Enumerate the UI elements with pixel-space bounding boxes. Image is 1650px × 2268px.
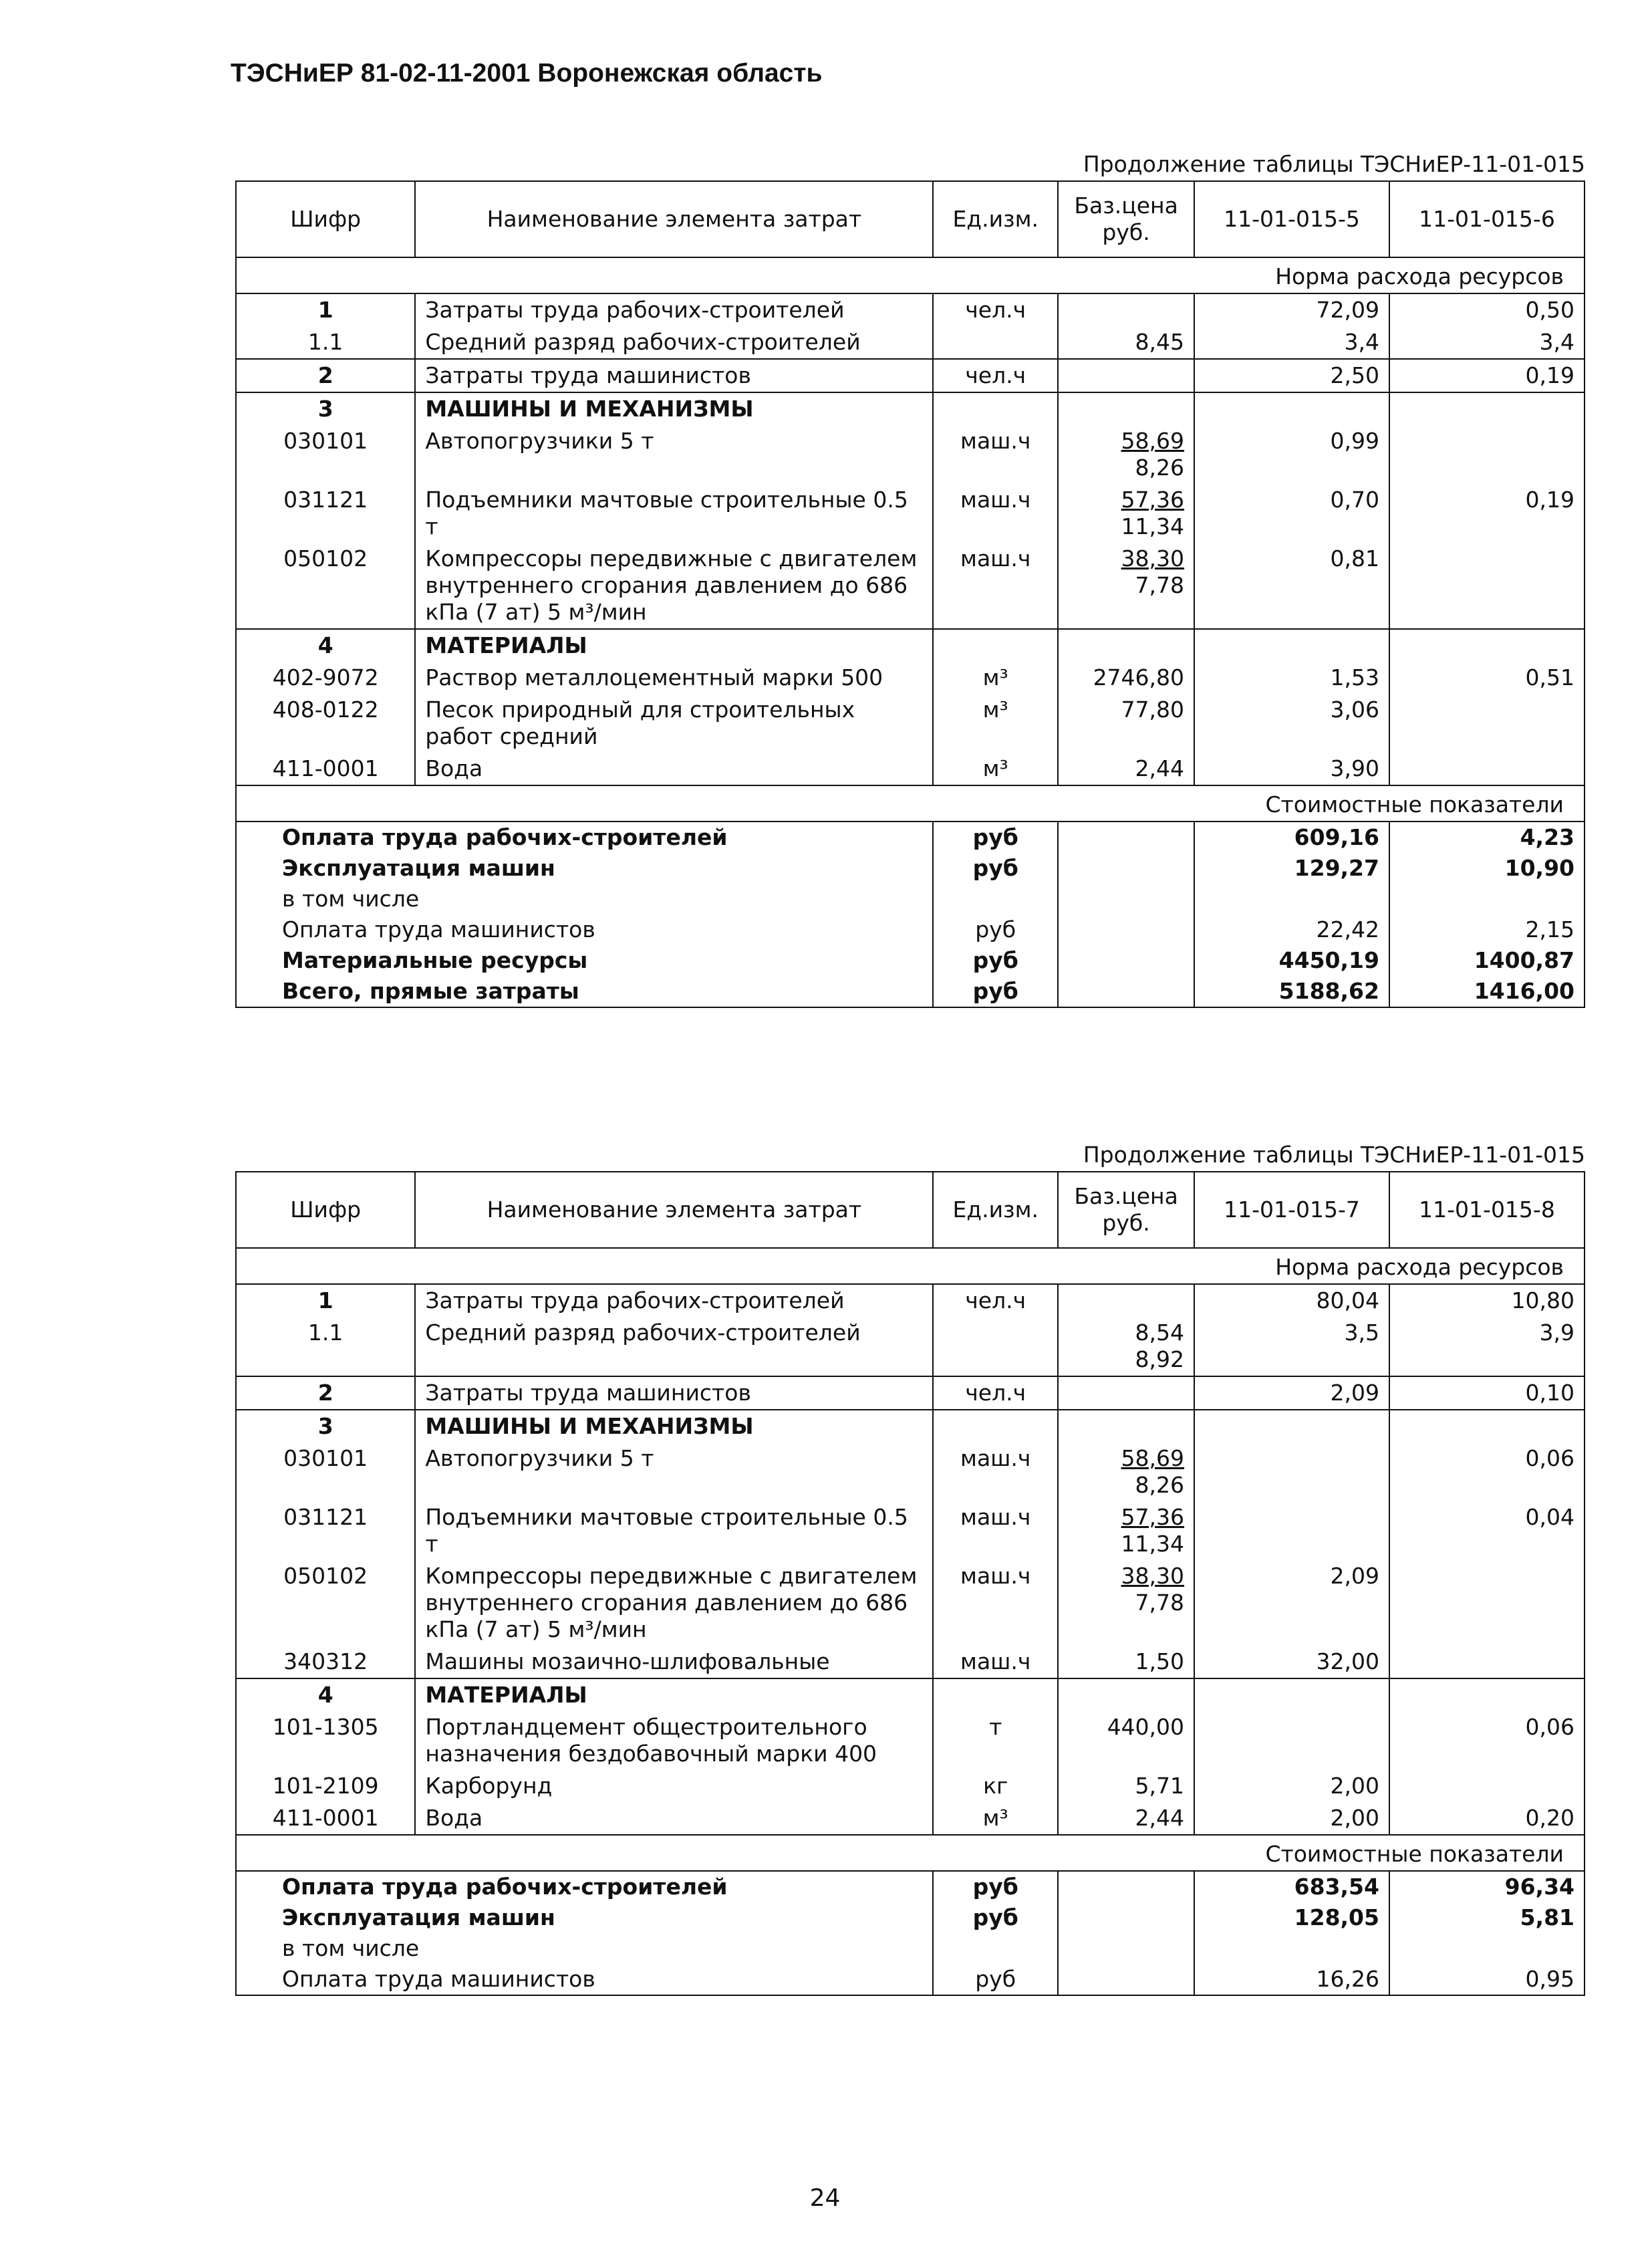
price-value: 8,54 — [1135, 1319, 1185, 1346]
table-row — [236, 359, 1585, 392]
row-value-b — [1389, 629, 1585, 662]
table-row — [236, 425, 1585, 484]
price-value: 58,69 — [1121, 428, 1185, 454]
table-row — [236, 662, 1585, 694]
row-name: Затраты труда машинистов — [415, 1376, 933, 1410]
table-row — [236, 629, 1585, 662]
row-name: МАТЕРИАЛЫ — [415, 629, 933, 662]
price-value: 2,44 — [1135, 1805, 1185, 1831]
cost-label-cell: Оплата труда рабочих-строителей — [282, 1874, 728, 1900]
cost-unit — [933, 1933, 1058, 1964]
row-price — [1058, 1560, 1194, 1646]
row-value-a: 3,4 — [1194, 326, 1389, 359]
row-name: Подъемники мачтовые строительные 0.5 т — [415, 484, 933, 543]
row-value-a: 3,06 — [1194, 694, 1389, 753]
row-value-b: 0,20 — [1389, 1802, 1585, 1835]
row-unit: маш.ч — [933, 425, 1058, 484]
row-code: 2 — [236, 359, 415, 392]
row-value-a — [1194, 1501, 1389, 1560]
table-row — [236, 1802, 1585, 1835]
row-unit — [933, 326, 1058, 359]
row-value-b — [1389, 425, 1585, 484]
table-row — [236, 1560, 1585, 1646]
cost-label-cell: Всего, прямые затраты — [282, 978, 579, 1004]
cost-value-b: 1400,87 — [1389, 945, 1585, 976]
cost-row — [236, 1902, 1585, 1933]
row-value-b — [1389, 1678, 1585, 1711]
row-price — [1058, 1317, 1194, 1376]
price-value: 58,69 — [1121, 1445, 1185, 1471]
row-code: 1.1 — [307, 1319, 343, 1346]
price-value: 5,71 — [1135, 1773, 1185, 1799]
price-value: 38,30 — [1121, 1563, 1185, 1589]
table-header-row — [236, 1172, 1585, 1248]
row-code: 2 — [236, 1376, 415, 1410]
row-name: Средний разряд рабочих-строителей — [415, 326, 933, 359]
row-code: 031121 — [283, 487, 368, 513]
row-unit: маш.ч — [933, 1501, 1058, 1560]
row-code: 4 — [236, 1678, 415, 1711]
row-name: Затраты труда машинистов — [415, 359, 933, 392]
resource-table-1 — [235, 180, 1585, 1008]
price-value: 2746,80 — [1093, 664, 1185, 690]
row-unit — [933, 629, 1058, 662]
cost-empty-price — [1058, 945, 1194, 976]
row-unit: чел.ч — [933, 359, 1058, 392]
row-code: 030101 — [283, 428, 368, 454]
cost-value-a — [1194, 884, 1389, 914]
cost-empty-price — [1058, 976, 1194, 1007]
cost-value-a: 609,16 — [1194, 822, 1389, 853]
row-price — [1058, 392, 1194, 425]
row-unit: маш.ч — [933, 543, 1058, 629]
table-row — [236, 1376, 1585, 1410]
row-code: 408-0122 — [272, 697, 379, 723]
row-price — [1058, 543, 1194, 629]
row-unit — [933, 1317, 1058, 1376]
cost-empty-price — [1058, 1902, 1194, 1933]
row-value-a — [1194, 1711, 1389, 1770]
row-price — [1058, 1501, 1194, 1560]
page-number: 24 — [809, 2184, 841, 2212]
row-value-a: 2,09 — [1194, 1376, 1389, 1410]
row-code: 3 — [236, 392, 415, 425]
row-name: Портландцемент общестроительного назначения бездобавочный марки 400 — [415, 1711, 933, 1770]
row-value-a: 0,81 — [1194, 543, 1389, 629]
row-code: 3 — [236, 1410, 415, 1442]
cost-value-b: 10,90 — [1389, 853, 1585, 884]
cost-label-cell: Оплата труда рабочих-строителей — [282, 824, 728, 850]
table-row — [236, 543, 1585, 629]
row-value-a: 2,00 — [1194, 1770, 1389, 1802]
row-value-a: 2,00 — [1194, 1802, 1389, 1835]
row-name: Компрессоры передвижные с двигателем внутреннего сгорания давлением до 686 кПа (7 ат) 5 м³/мин — [415, 1560, 933, 1646]
row-value-b: 0,51 — [1389, 662, 1585, 694]
row-price — [1058, 484, 1194, 543]
row-value-a: 2,50 — [1194, 359, 1389, 392]
cost-empty-price — [1058, 1871, 1194, 1902]
row-name: Автопогрузчики 5 т — [415, 1442, 933, 1501]
row-name: Машины мозаично-шлифовальные — [415, 1646, 933, 1678]
row-value-b: 0,19 — [1389, 484, 1585, 543]
price-secondary-value: 8,26 — [1135, 455, 1185, 481]
price-value: 440,00 — [1107, 1714, 1185, 1740]
row-name: Песок природный для строительных работ средний — [415, 694, 933, 753]
cost-label-cell: Оплата труда машинистов — [282, 916, 595, 942]
cost-row — [236, 976, 1585, 1007]
row-name: Карборунд — [415, 1770, 933, 1802]
cost-empty-price — [1058, 1933, 1194, 1964]
cost-label-cell: в том числе — [282, 886, 420, 912]
row-value-a: 3,90 — [1194, 753, 1389, 785]
row-unit — [933, 1678, 1058, 1711]
row-price — [1058, 1711, 1194, 1770]
row-name: МАШИНЫ И МЕХАНИЗМЫ — [415, 1410, 933, 1442]
row-value-a: 2,09 — [1194, 1560, 1389, 1646]
price-value: 57,36 — [1121, 1504, 1185, 1530]
row-value-b: 0,19 — [1389, 359, 1585, 392]
row-name: Подъемники мачтовые строительные 0.5 т — [415, 1501, 933, 1560]
row-unit: маш.ч — [933, 1442, 1058, 1501]
cost-value-b — [1389, 884, 1585, 914]
cost-empty-price — [1058, 884, 1194, 914]
row-unit: чел.ч — [933, 293, 1058, 326]
row-name: Вода — [415, 1802, 933, 1835]
cost-value-b — [1389, 1933, 1585, 1964]
column-header-code: Шифр — [236, 1172, 415, 1248]
row-price — [1058, 694, 1194, 753]
row-value-b: 0,06 — [1389, 1442, 1585, 1501]
row-value-b: 10,80 — [1389, 1284, 1585, 1317]
row-unit — [933, 392, 1058, 425]
table-row — [236, 1711, 1585, 1770]
row-value-b: 0,04 — [1389, 1501, 1585, 1560]
cost-unit: руб — [933, 1871, 1058, 1902]
row-value-b — [1389, 1410, 1585, 1442]
row-value-a — [1194, 1678, 1389, 1711]
cost-unit — [933, 884, 1058, 914]
cost-empty-price — [1058, 1964, 1194, 1995]
table-row — [236, 1410, 1585, 1442]
row-name: МАШИНЫ И МЕХАНИЗМЫ — [415, 392, 933, 425]
cost-label: Стоимостные показатели — [236, 785, 1585, 822]
row-name: Раствор металлоцементный марки 500 — [415, 662, 933, 694]
column-header-price: Баз.цена руб. — [1058, 181, 1194, 257]
cost-value-b: 96,34 — [1389, 1871, 1585, 1902]
row-code: 411-0001 — [272, 755, 379, 781]
table-row — [236, 326, 1585, 359]
row-unit: м³ — [933, 662, 1058, 694]
cost-value-a: 22,42 — [1194, 914, 1389, 945]
row-price — [1058, 326, 1194, 359]
row-value-a: 1,53 — [1194, 662, 1389, 694]
norm-label: Норма расхода ресурсов — [236, 257, 1585, 293]
table-continuation-caption: Продолжение таблицы ТЭСНиЕР-11-01-015 — [1083, 1142, 1585, 1168]
cost-label-cell: Эксплуатация машин — [282, 855, 555, 881]
row-price — [1058, 662, 1194, 694]
row-name: Средний разряд рабочих-строителей — [415, 1317, 933, 1376]
table-row — [236, 753, 1585, 785]
row-price — [1058, 1646, 1194, 1678]
table-continuation-caption: Продолжение таблицы ТЭСНиЕР-11-01-015 — [1083, 151, 1585, 177]
cost-row — [236, 1964, 1585, 1995]
document-header: ТЭСНиЕР 81-02-11-2001 Воронежская область — [231, 59, 823, 88]
cost-label-row — [236, 785, 1585, 822]
row-code: 1.1 — [307, 329, 343, 355]
row-price — [1058, 629, 1194, 662]
table-row — [236, 1442, 1585, 1501]
row-price — [1058, 1678, 1194, 1711]
row-unit: чел.ч — [933, 1284, 1058, 1317]
row-price — [1058, 753, 1194, 785]
row-value-a: 3,5 — [1194, 1317, 1389, 1376]
cost-unit: руб — [933, 1902, 1058, 1933]
row-price — [1058, 425, 1194, 484]
cost-body — [236, 822, 1585, 1007]
cost-value-a: 4450,19 — [1194, 945, 1389, 976]
price-value: 77,80 — [1121, 697, 1185, 723]
column-header-a: 11-01-015-5 — [1194, 181, 1389, 257]
row-code: 1 — [317, 297, 333, 323]
table-body — [236, 293, 1585, 785]
row-value-b — [1389, 1770, 1585, 1802]
table-row — [236, 1317, 1585, 1376]
row-value-b: 3,9 — [1389, 1317, 1585, 1376]
row-code: 050102 — [283, 1563, 368, 1589]
row-unit: маш.ч — [933, 484, 1058, 543]
cost-value-a: 128,05 — [1194, 1902, 1389, 1933]
row-value-a: 32,00 — [1194, 1646, 1389, 1678]
row-code: 030101 — [283, 1445, 368, 1471]
price-value: 1,50 — [1135, 1648, 1185, 1674]
row-name: Затраты труда рабочих-строителей — [415, 1284, 933, 1317]
cost-value-b: 0,95 — [1389, 1964, 1585, 1995]
row-price — [1058, 1802, 1194, 1835]
price-secondary-value: 7,78 — [1135, 1590, 1185, 1616]
cost-row — [236, 945, 1585, 976]
column-header-unit: Ед.изм. — [933, 181, 1058, 257]
price-value: 8,45 — [1135, 329, 1185, 355]
table-row — [236, 694, 1585, 753]
row-unit — [933, 1410, 1058, 1442]
norm-label-row — [236, 257, 1585, 293]
row-value-a: 72,09 — [1194, 293, 1389, 326]
cost-value-a: 683,54 — [1194, 1871, 1389, 1902]
row-unit: т — [933, 1711, 1058, 1770]
cost-empty-price — [1058, 853, 1194, 884]
cost-unit: руб — [933, 1964, 1058, 1995]
cost-value-a: 16,26 — [1194, 1964, 1389, 1995]
price-secondary-value: 8,92 — [1135, 1346, 1185, 1372]
row-name: Вода — [415, 753, 933, 785]
row-price — [1058, 1770, 1194, 1802]
row-price — [1058, 1376, 1194, 1410]
price-value: 38,30 — [1121, 545, 1185, 572]
table-header-row — [236, 181, 1585, 257]
row-unit: маш.ч — [933, 1560, 1058, 1646]
row-code: 101-2109 — [272, 1773, 379, 1799]
row-price — [1058, 359, 1194, 392]
row-code: 411-0001 — [272, 1805, 379, 1831]
table-row — [236, 293, 1585, 326]
row-value-b — [1389, 543, 1585, 629]
row-code: 101-1305 — [272, 1714, 379, 1740]
cost-label-row — [236, 1835, 1585, 1871]
price-secondary-value: 8,26 — [1135, 1472, 1185, 1498]
row-value-a: 0,70 — [1194, 484, 1389, 543]
cost-unit: руб — [933, 822, 1058, 853]
cost-row — [236, 853, 1585, 884]
column-header-price: Баз.цена руб. — [1058, 1172, 1194, 1248]
row-value-a: 0,99 — [1194, 425, 1389, 484]
row-code: 050102 — [283, 545, 368, 572]
table-row — [236, 484, 1585, 543]
row-unit: м³ — [933, 694, 1058, 753]
cost-row — [236, 1871, 1585, 1902]
row-value-b: 0,50 — [1389, 293, 1585, 326]
row-price — [1058, 293, 1194, 326]
row-name: Компрессоры передвижные с двигателем внутреннего сгорания давлением до 686 кПа (7 ат) 5 м³/мин — [415, 543, 933, 629]
cost-row — [236, 884, 1585, 914]
column-header-name: Наименование элемента затрат — [415, 1172, 933, 1248]
column-header-unit: Ед.изм. — [933, 1172, 1058, 1248]
table-row — [236, 1646, 1585, 1678]
row-code: 031121 — [283, 1504, 368, 1530]
cost-value-a: 5188,62 — [1194, 976, 1389, 1007]
cost-value-a — [1194, 1933, 1389, 1964]
row-code: 4 — [236, 629, 415, 662]
table-row — [236, 1284, 1585, 1317]
row-value-b — [1389, 392, 1585, 425]
row-value-a — [1194, 1442, 1389, 1501]
norm-label-row — [236, 1248, 1585, 1284]
cost-row — [236, 914, 1585, 945]
cost-value-b: 1416,00 — [1389, 976, 1585, 1007]
row-code: 1 — [317, 1287, 333, 1313]
cost-value-b: 2,15 — [1389, 914, 1585, 945]
row-unit: кг — [933, 1770, 1058, 1802]
row-value-b — [1389, 694, 1585, 753]
column-header-name: Наименование элемента затрат — [415, 181, 933, 257]
price-secondary-value: 7,78 — [1135, 572, 1185, 598]
cost-unit: руб — [933, 945, 1058, 976]
table-row — [236, 1678, 1585, 1711]
column-header-a: 11-01-015-7 — [1194, 1172, 1389, 1248]
price-value: 2,44 — [1135, 755, 1185, 781]
cost-empty-price — [1058, 914, 1194, 945]
row-price — [1058, 1410, 1194, 1442]
row-value-b: 0,10 — [1389, 1376, 1585, 1410]
row-value-b: 0,06 — [1389, 1711, 1585, 1770]
cost-value-b: 5,81 — [1389, 1902, 1585, 1933]
row-price — [1058, 1442, 1194, 1501]
row-value-b — [1389, 753, 1585, 785]
row-code: 340312 — [283, 1648, 368, 1674]
column-header-b: 11-01-015-8 — [1389, 1172, 1585, 1248]
cost-label-cell: в том числе — [282, 1935, 420, 1961]
row-value-a — [1194, 392, 1389, 425]
row-unit: маш.ч — [933, 1646, 1058, 1678]
row-name: Затраты труда рабочих-строителей — [415, 293, 933, 326]
table-row — [236, 392, 1585, 425]
row-value-a — [1194, 1410, 1389, 1442]
cost-label-cell: Оплата труда машинистов — [282, 1966, 595, 1992]
cost-unit: руб — [933, 976, 1058, 1007]
cost-value-b: 4,23 — [1389, 822, 1585, 853]
cost-unit: руб — [933, 914, 1058, 945]
price-secondary-value: 11,34 — [1121, 1531, 1185, 1557]
cost-label-cell: Материальные ресурсы — [282, 947, 588, 973]
cost-row — [236, 822, 1585, 853]
column-header-b: 11-01-015-6 — [1389, 181, 1585, 257]
row-value-b: 3,4 — [1389, 326, 1585, 359]
row-code: 402-9072 — [272, 664, 379, 690]
row-unit: чел.ч — [933, 1376, 1058, 1410]
cost-value-a: 129,27 — [1194, 853, 1389, 884]
table-row — [236, 1501, 1585, 1560]
row-name: Автопогрузчики 5 т — [415, 425, 933, 484]
row-value-b — [1389, 1560, 1585, 1646]
cost-empty-price — [1058, 822, 1194, 853]
table-row — [236, 1770, 1585, 1802]
cost-unit: руб — [933, 853, 1058, 884]
column-header-code: Шифр — [236, 181, 415, 257]
row-value-b — [1389, 1646, 1585, 1678]
row-name: МАТЕРИАЛЫ — [415, 1678, 933, 1711]
price-value: 57,36 — [1121, 487, 1185, 513]
row-unit: м³ — [933, 753, 1058, 785]
row-unit: м³ — [933, 1802, 1058, 1835]
norm-label: Норма расхода ресурсов — [236, 1248, 1585, 1284]
cost-body — [236, 1871, 1585, 1995]
resource-table-2 — [235, 1171, 1585, 1996]
row-value-a: 80,04 — [1194, 1284, 1389, 1317]
table-body — [236, 1284, 1585, 1835]
price-secondary-value: 11,34 — [1121, 513, 1185, 539]
cost-label: Стоимостные показатели — [236, 1835, 1585, 1871]
cost-label-cell: Эксплуатация машин — [282, 1904, 555, 1930]
row-value-a — [1194, 629, 1389, 662]
row-price — [1058, 1284, 1194, 1317]
cost-row — [236, 1933, 1585, 1964]
